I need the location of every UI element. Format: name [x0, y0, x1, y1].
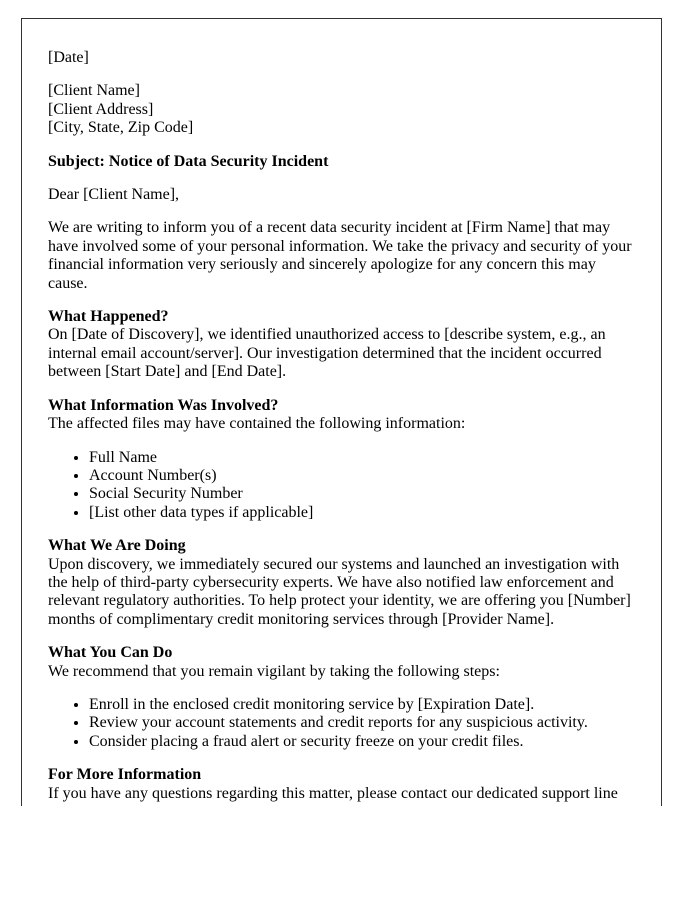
section-what-you-can-do [48, 644, 635, 681]
section-for-more-information [48, 766, 635, 803]
section-what-we-are-doing-body: Upon discovery, we immediately secured our systems and launched an investigation with the help of third-party cybersecurity experts. We have also notified law enforcement and relevant regulatory authorities. To help protect your identity, we are offering you [Number] months of complimentary credit monitoring services through [Provider Name]. [48, 555, 631, 628]
section-what-we-are-doing-heading: What We Are Doing [48, 537, 186, 555]
list-item: • Review your account statements and credit reports for any suspicious activity. [89, 714, 635, 732]
list-item: • Enroll in the enclosed credit monitoring service by [Expiration Date]. [89, 696, 635, 714]
section-what-happened-body: On [Date of Discovery], we identified unauthorized access to [describe system, e.g., an internal email account/server]. Our investigation determined that the incident occurred between [Start Date] and [End Date]. [48, 326, 606, 381]
section-what-we-are-doing [48, 537, 635, 629]
section-what-you-can-do-heading: What You Can Do [48, 644, 173, 662]
letter-date: [Date] [48, 49, 89, 66]
subject-line: Subject: Notice of Data Security Incident [48, 152, 329, 170]
information-involved-list [48, 449, 635, 523]
section-what-happened [48, 308, 635, 382]
intro-paragraph: We are writing to inform you of a recent data security incident at [Firm Name] that may have involved some of your personal information. We take the privacy and security of your financial information very seriously and sincerely apologize for any concern this may cause. [48, 219, 632, 292]
recipient-name: [Client Name] [48, 82, 140, 100]
recipient-city-state-zip: [City, State, Zip Code] [48, 119, 194, 137]
section-what-happened-heading: What Happened? [48, 308, 169, 326]
section-for-more-information-body: If you have any questions regarding this matter, please contact our dedicated support line [48, 784, 618, 802]
section-what-information-heading: What Information Was Involved? [48, 396, 279, 414]
section-what-you-can-do-body: We recommend that you remain vigilant by taking the following steps: [48, 662, 500, 680]
letter-document [21, 18, 662, 806]
recommended-steps-list [48, 696, 635, 751]
list-item: • Account Number(s) [89, 467, 635, 485]
recipient-address: [Client Address] [48, 100, 154, 118]
list-item: • [List other data types if applicable] [89, 504, 635, 522]
list-item: • Social Security Number [89, 485, 635, 503]
section-for-more-information-heading: For More Information [48, 766, 202, 784]
list-item: • Consider placing a fraud alert or security freeze on your credit files. [89, 733, 635, 751]
recipient-block [48, 82, 635, 137]
salutation: Dear [Client Name], [48, 186, 180, 204]
section-what-information-body: The affected files may have contained the following information: [48, 415, 466, 433]
list-item: • Full Name [89, 449, 635, 467]
section-what-information [48, 397, 635, 434]
